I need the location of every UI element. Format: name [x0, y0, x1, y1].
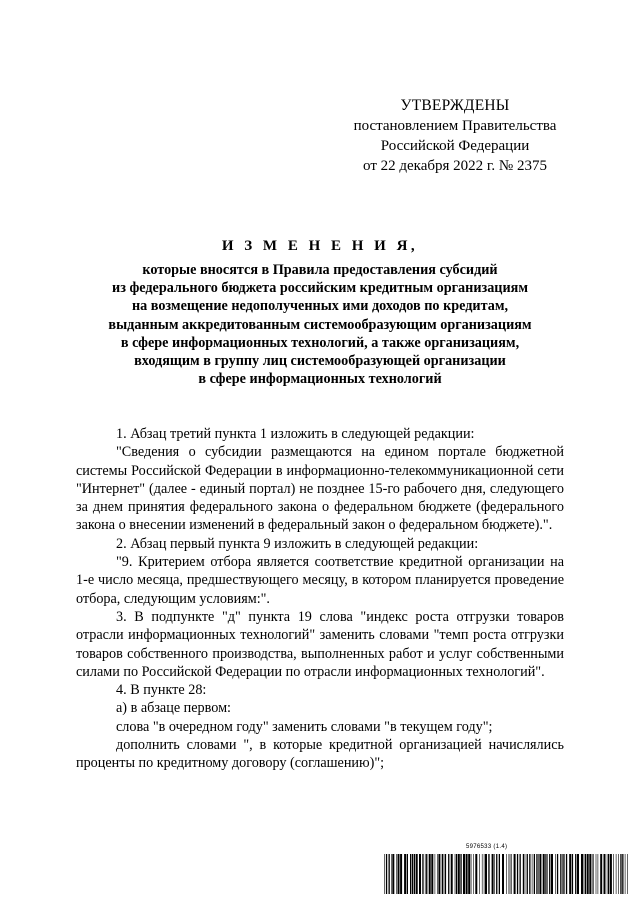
approval-line-2: постановлением Правительства — [353, 118, 557, 134]
approval-line-4: от 22 декабря 2022 г. № 2375 — [363, 158, 547, 174]
title-sub-line: из федерального бюджета российским кредитным организациям — [112, 280, 528, 297]
paragraph-3: 2. Абзац первый пункта 9 изложить в следующей редакции: — [116, 535, 479, 552]
paragraph-8: слова "в очередном году" заменить словами "в текущем году"; — [116, 718, 493, 735]
document-body — [76, 425, 564, 773]
title-sub-line: входящим в группу лиц системообразующей организации — [134, 353, 506, 370]
title-sub-line: выданным аккредитованным системообразующим организациям — [108, 316, 532, 333]
document-title — [70, 238, 570, 388]
approval-block — [350, 96, 560, 176]
barcode-icon — [384, 854, 630, 894]
paragraph-2: "Сведения о субсидии размещаются на едином портале бюджетной системы Российской Федерации в информационно-телекоммуникационной сети "Интернет" (далее - единый портал) не позднее 15-го рабочего дня, следующего за днем принятия федерального закона о федеральном бюджете (федерального закона о внесении изменений в федеральный закон о федеральном бюджете).". — [76, 444, 564, 534]
approval-line-3: Российской Федерации — [380, 138, 530, 154]
title-sub-line: на возмещение недополученных ими доходов по кредитам, — [131, 298, 509, 315]
approval-heading: УТВЕРЖДЕНЫ — [400, 97, 510, 114]
paragraph-5: 3. В подпункте "д" пункта 19 слова "индекс роста отгрузки товаров отрасли информационных технологий" заменить словами "темп роста отгрузки товаров собственного производства, выполненных работ и услуг собственными силами по Российской Федерации по отрасли информационных технологий". — [76, 608, 564, 680]
paragraph-9: дополнить словами ", в которые кредитной организацией начислялись проценты по кредитному договору (соглашению)"; — [76, 737, 564, 772]
title-main: И З М Е Н Е Н И Я, — [221, 238, 419, 254]
paragraph-7: а) в абзаце первом: — [116, 700, 231, 717]
title-sub-line: в сфере информационных технологий, а также организациям, — [120, 334, 520, 351]
paragraph-4: "9. Критерием отбора является соответствие кредитной организации на 1-е число месяца, предшествующего месяцу, в котором планируется проведение отбора, следующим условиям:". — [76, 554, 564, 607]
barcode-code: 5976533 (1.4) — [466, 844, 508, 850]
paragraph-1: 1. Абзац третий пункта 1 изложить в следующей редакции: — [116, 426, 475, 442]
barcode — [384, 844, 630, 898]
paragraph-6: 4. В пункте 28: — [116, 682, 207, 699]
title-sub-line: которые вносятся в Правила предоставления субсидий — [142, 262, 498, 278]
title-sub-line: в сфере информационных технологий — [198, 371, 442, 388]
title-subtitle — [70, 261, 570, 388]
